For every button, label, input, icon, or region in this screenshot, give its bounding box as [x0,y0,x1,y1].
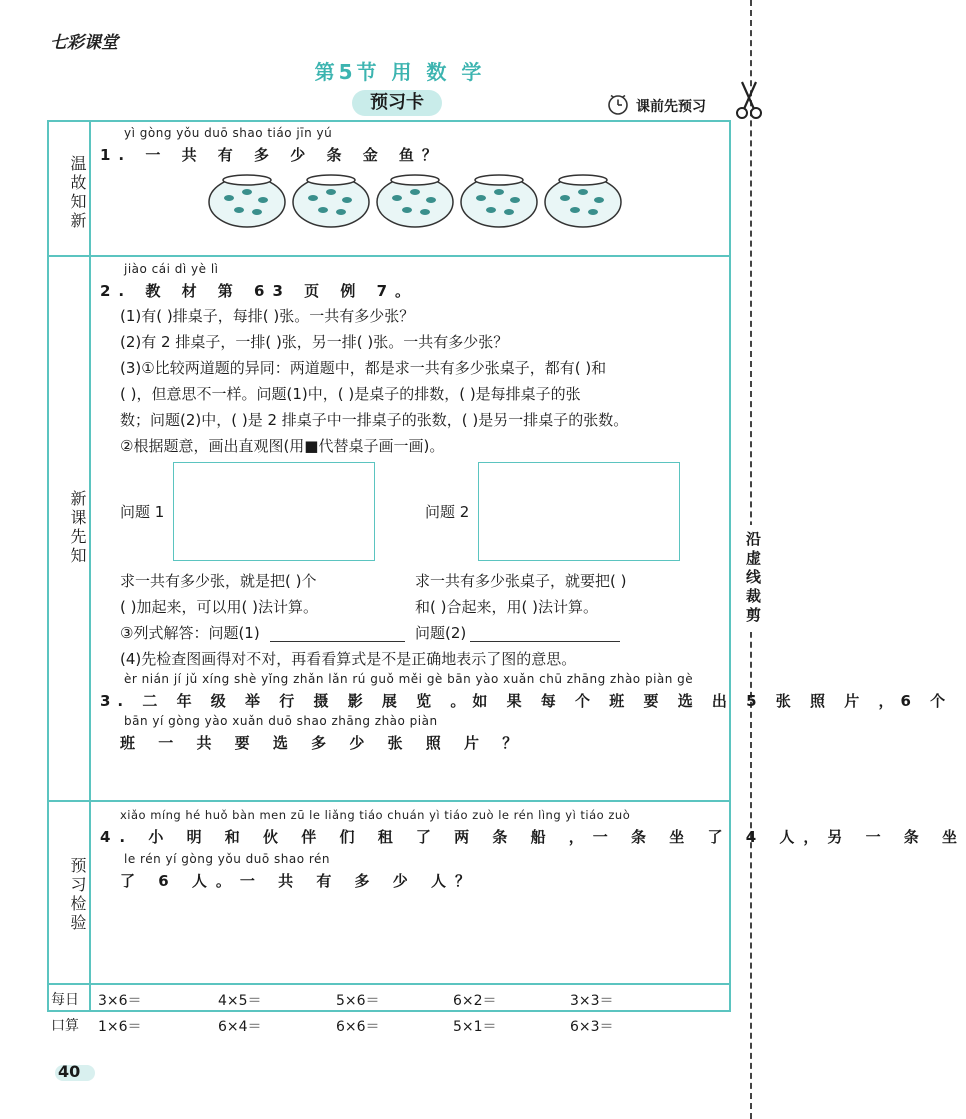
q3-pinyin-2: bān yí gòng yào xuǎn duō shao zhāng zhào piàn [124,714,438,728]
fishbowl-icon [545,175,621,227]
q2-line-4: ( )，但意思不一样。问题(1)中，( )是桌子的排数，( )是每排桌子的张 [120,385,581,403]
q4-text-2: 了 6 人。一 共 有 多 少 人？ [120,872,479,890]
answer-blank-1[interactable] [270,641,405,642]
calc-item: 6×3＝ [570,1019,614,1035]
calc-item: 5×1＝ [453,1019,497,1035]
left-explain-b: ( )加起来，可以用( )法计算。 [120,598,318,616]
q2-line-1: (1)有( )排桌子，每排( )张。一共有多少张？ [120,307,415,325]
calc-item: 1×6＝ [98,1019,142,1035]
problem-1-label: 问题 1 [120,503,165,521]
fishbowl-icon [293,175,369,227]
daily-label-2: 口算 [51,1018,79,1034]
section-label-review: 温故知新 [68,155,87,231]
section-divider [89,120,91,1012]
answer-line-label-2: 问题(2) [415,624,467,642]
calc-item: 3×3＝ [570,993,614,1009]
drawing-box-1[interactable] [173,462,375,561]
section-label-check: 预习检验 [68,857,87,933]
row-divider [47,983,731,985]
row-divider [47,800,731,802]
section-title: 第5节 用 数 学 [314,60,486,84]
q4-pinyin-2: le rén yí gòng yǒu duō shao rén [124,852,331,866]
fishbowl-icon [209,175,285,227]
right-explain-a: 求一共有多少张桌子，就要把( ) [415,572,627,590]
q2-line-5: 数；问题(2)中，( )是 2 排桌子中一排桌子的张数，( )是另一排桌子的张数。 [120,411,629,429]
q2-line-8: (4)先检查图画得对不对，再看看算式是不是正确地表示了图的意思。 [120,650,577,668]
calc-row-2 [98,1016,698,1036]
q2-line-6: ②根据题意，画出直观图(用■代替桌子画一画)。 [120,437,445,455]
q1-pinyin: yì gòng yǒu duō shao tiáo jīn yú [124,126,333,140]
q2-line-2: (2)有 2 排桌子，一排( )张，另一排( )张。一共有多少张？ [120,333,509,351]
q4-pinyin-1: xiǎo míng hé huǒ bàn men zū le liǎng tiáo chuán yì tiáo zuò le rén lìng yì tiáo zuò [120,808,631,822]
goldfish-bowls [205,170,625,230]
card-label: 预习卡 [352,90,442,116]
calc-item: 6×4＝ [218,1019,262,1035]
section-label-new-lesson: 新课先知 [68,490,87,566]
row-divider [47,255,731,257]
fishbowl-icon [377,175,453,227]
calc-item: 5×6＝ [336,993,380,1009]
q2-line-3: (3)①比较两道题的异同：两道题中，都是求一共有多少张桌子，都有( )和 [120,359,607,377]
calc-item: 3×6＝ [98,993,142,1009]
preview-label: 课前先预习 [636,99,706,115]
q1-text: 1. 一 共 有 多 少 条 金 鱼？ [100,146,445,164]
calc-item: 6×6＝ [336,1019,380,1035]
q2-text: 2. 教 材 第 63 页 例 7。 [100,282,419,300]
clock-icon [606,92,630,116]
q3-text-2: 班 一 共 要 选 多 少 张 照 片 ？ [120,734,527,752]
scissors-icon [736,80,762,120]
page-number: 40 [58,1062,81,1081]
left-explain-a: 求一共有多少张，就是把( )个 [120,572,317,590]
answer-line-label-1: ③列式解答：问题(1) [120,624,260,642]
q2-pinyin: jiào cái dì yè lì [124,262,219,276]
calc-row-1 [98,990,698,1010]
calc-item: 4×5＝ [218,993,262,1009]
q4-text-1: 4. 小 明 和 伙 伴 们 租 了 两 条 船 ，一 条 坐 了 4 人，另 一 条 坐 [100,828,966,846]
problem-2-label: 问题 2 [425,503,470,521]
cut-note: 沿虚线裁剪 [732,525,764,632]
q3-text-1: 3. 二 年 级 举 行 摄 影 展 览 。如 果 每 个 班 要 选 出 5 张 照 片 ，6 个 [100,692,953,710]
q3-pinyin-1: èr nián jí jǔ xíng shè yǐng zhǎn lǎn rú guǒ měi gè bān yào xuǎn chū zhāng zhào piàn gè [124,672,694,686]
calc-item: 6×2＝ [453,993,497,1009]
fishbowl-icon [461,175,537,227]
daily-label-1: 每日 [51,992,79,1008]
answer-blank-2[interactable] [470,641,620,642]
brand-logo: 七彩课堂 [50,33,118,53]
right-explain-b: 和( )合起来，用( )法计算。 [415,598,598,616]
drawing-box-2[interactable] [478,462,680,561]
